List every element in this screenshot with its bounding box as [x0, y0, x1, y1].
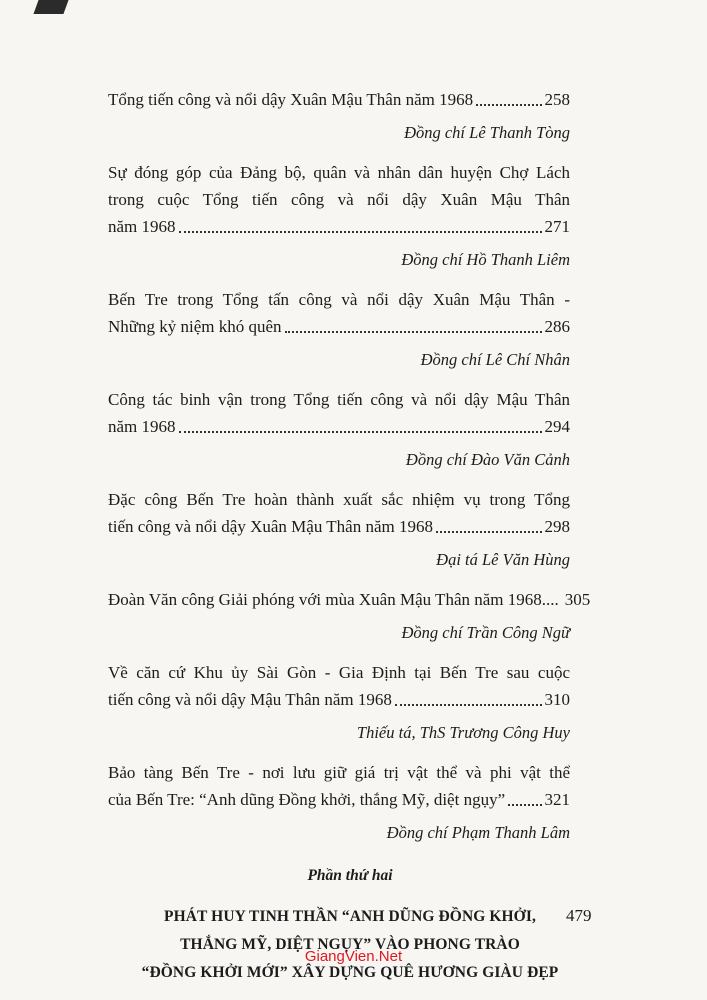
toc-entry-title-line: Đặc công Bến Tre hoàn thành xuất sắc nhiệm vụ trong Tổng	[108, 490, 570, 509]
toc-entry-page: 286	[544, 317, 570, 336]
section-heading-line: THẮNG MỸ, DIỆT NGỤY” VÀO PHONG TRÀO	[180, 936, 520, 953]
toc-entry-author: Đồng chí Lê Chí Nhân	[420, 350, 570, 369]
toc-entry-title-line: tiến công và nổi dậy Xuân Mậu Thân năm 1968	[108, 517, 433, 536]
toc-entry-author: Thiếu tá, ThS Trương Công Huy	[356, 723, 570, 742]
toc-entry-title-line: Công tác binh vận trong Tổng tiến công và nổi dậy Mậu Thân	[108, 390, 570, 409]
toc-entry-title-line: Bảo tàng Bến Tre - nơi lưu giữ giá trị vật thể và phi vật thể	[108, 763, 570, 782]
toc-entry-author: Đồng chí Đào Văn Cảnh	[405, 450, 570, 469]
toc-entry-page: 298	[544, 517, 570, 536]
toc-entry	[108, 286, 570, 373]
toc-entry-title-line: năm 1968	[108, 417, 176, 436]
toc-entry-page: 271	[544, 217, 570, 236]
toc-entry-title-line: Đoàn Văn công Giải phóng với mùa Xuân Mậu Thân năm 1968....	[108, 590, 559, 609]
toc-entry-author: Đồng chí Trần Công Ngữ	[401, 623, 570, 642]
toc-entry	[108, 386, 570, 473]
toc-entry-page: 310	[544, 690, 570, 709]
toc-entry-title-line: Bến Tre trong Tổng tấn công và nổi dậy Xuân Mậu Thân -	[108, 290, 570, 309]
toc-entry-page: 305	[564, 590, 591, 609]
toc-entry-last-line	[108, 213, 570, 240]
toc-entry-title-line: năm 1968	[108, 217, 176, 236]
dot-leader	[436, 531, 542, 533]
page-number: 479	[566, 906, 592, 925]
toc-entry	[108, 759, 570, 846]
section-heading-line: PHÁT HUY TINH THẦN “ANH DŨNG ĐỒNG KHỞI,	[164, 908, 536, 925]
section-heading	[130, 903, 570, 987]
toc-entry-author: Đồng chí Lê Thanh Tòng	[404, 123, 570, 142]
toc-entry-title-line: Về căn cứ Khu ủy Sài Gòn - Gia Định tại Bến Tre sau cuộc	[108, 663, 570, 682]
toc-entry	[108, 586, 591, 646]
toc-entry-last-line	[108, 786, 570, 813]
dot-leader	[179, 231, 542, 233]
toc-entry-title-line: Tổng tiến công và nổi dậy Xuân Mậu Thân năm 1968	[108, 90, 474, 109]
toc-entry-last-line	[108, 413, 570, 440]
toc-entry-page: 294	[544, 417, 570, 436]
toc-entries	[108, 86, 591, 846]
toc-entry-page: 321	[544, 790, 570, 809]
toc-entry-author: Đồng chí Phạm Thanh Lâm	[386, 823, 570, 842]
toc-entry-title-line: Sự đóng góp của Đảng bộ, quân và nhân dân huyện Chợ Lách	[108, 163, 570, 182]
dot-leader	[508, 804, 541, 806]
part-title: Phần thứ hai	[307, 867, 393, 884]
toc-entry-last-line	[108, 313, 570, 340]
toc-entry-page: 258	[544, 90, 570, 109]
toc-entry-last-line	[108, 86, 570, 113]
watermark: GiangVien.Net	[304, 948, 403, 965]
dot-leader	[476, 104, 541, 106]
toc-entry-last-line	[108, 686, 570, 713]
section-heading-line: “ĐỒNG KHỞI MỚI” XÂY DỰNG QUÊ HƯƠNG GIÀU ĐẸP	[141, 964, 559, 981]
dot-leader	[179, 431, 542, 433]
dot-leader	[285, 331, 542, 333]
toc-entry	[108, 86, 570, 146]
toc-entry-author: Đại tá Lê Văn Hùng	[436, 550, 570, 569]
toc-entry-last-line	[108, 586, 591, 613]
toc-entry-author: Đồng chí Hồ Thanh Liêm	[401, 250, 570, 269]
toc-entry-title-line: Những kỷ niệm khó quên	[108, 317, 282, 336]
toc-entry-last-line	[108, 513, 570, 540]
toc-entry-title-line: của Bến Tre: “Anh dũng Đồng khởi, thắng Mỹ, diệt ngụy”	[108, 790, 506, 809]
dot-leader	[395, 704, 542, 706]
toc-entry-title-line: tiến công và nổi dậy Mậu Thân năm 1968	[108, 690, 392, 709]
toc-entry-title-line: trong cuộc Tổng tiến công và nổi dậy Xuân Mậu Thân	[108, 190, 570, 209]
toc-entry	[108, 486, 570, 573]
page-corner-mark	[33, 0, 68, 14]
toc-entry	[108, 159, 570, 273]
toc-entry	[108, 659, 570, 746]
